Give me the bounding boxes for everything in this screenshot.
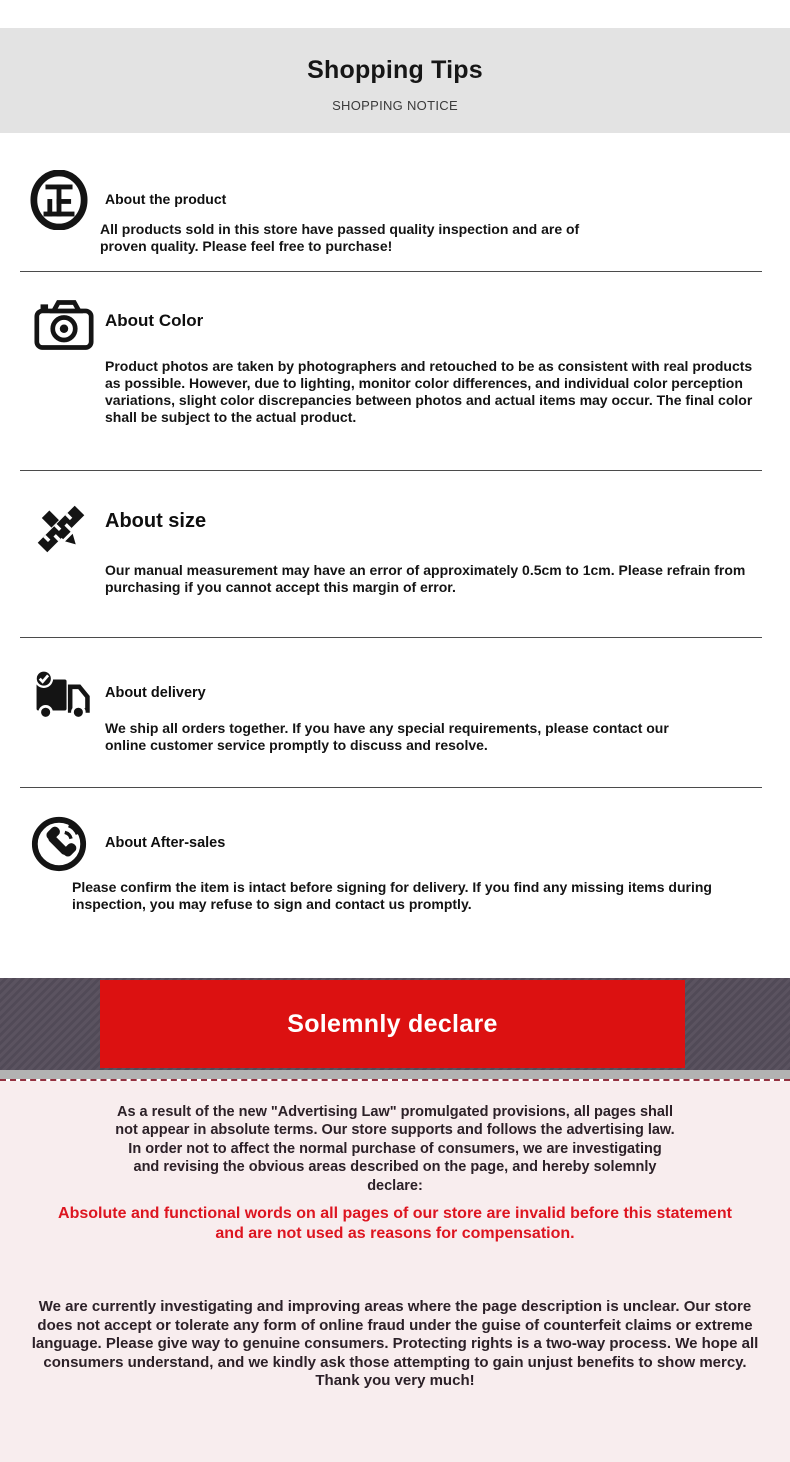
ruler-icon [30, 498, 92, 560]
section-body-aftersales: Please confirm the item is intact before signing for delivery. If you find any missing items during inspection, you may refuse to sign and contact us promptly. [72, 879, 712, 912]
phone-icon [30, 815, 88, 873]
section-body-size: Our manual measurement may have an error of approximately 0.5cm to 1cm. Please refrain from purchasing if you cannot accept this margin of error. [105, 562, 746, 595]
authentic-stamp-icon [30, 170, 88, 230]
divider [20, 470, 762, 471]
section-title-color: About Color [105, 311, 204, 330]
declaration-paragraph-1: As a result of the new "Advertising Law" promulgated provisions, all pages shall not appear in absolute terms. Our store supports and follows the advertising law. In order not to affect the normal purchase of consumers, we are investigating and revising the obvious areas described on the page, and hereby solemnly declare: [115, 1104, 675, 1194]
delivery-truck-icon [32, 668, 92, 722]
section-title-product: About the product [105, 191, 227, 207]
page-title: Shopping Tips [307, 56, 483, 84]
section-body-delivery: We ship all orders together. If you have any special requirements, please contact our online customer service promptly to discuss and resolve. [105, 720, 669, 753]
divider [20, 271, 762, 272]
declare-banner [100, 980, 685, 1068]
banner-bottom-strip [0, 1070, 790, 1079]
header [0, 28, 790, 133]
camera-icon [34, 298, 94, 352]
section-body-product: All products sold in this store have passed quality inspection and are of proven quality. Please feel free to purchase! [100, 221, 580, 254]
declaration-paragraph-2: We are currently investigating and improving areas where the page description is unclear. Our store does not accept or tolerate any form of online fraud under the guise of counterfeit claims or extreme language. Please give way to genuine consumers. Protecting rights is a two-way process. We hope all consumers understand, and we kindly ask those attempting to gain unjust benefits to show mercy. Thank you very much! [31, 1298, 759, 1390]
divider [20, 787, 762, 788]
section-title-aftersales: About After-sales [105, 835, 226, 851]
section-title-size: About size [105, 510, 207, 532]
page-subtitle: SHOPPING NOTICE [332, 98, 458, 113]
declare-banner-label: Solemnly declare [287, 1009, 498, 1038]
divider [20, 637, 762, 638]
section-title-delivery: About delivery [105, 685, 206, 701]
section-body-color: Product photos are taken by photographers and retouched to be as consistent with real products as possible. However, due to lighting, monitor color differences, and individual color perception variations, slight color discrepancies between photos and actual items may occur. The final color shall be subject to the actual product. [105, 358, 753, 425]
declaration-highlight: Absolute and functional words on all pages of our store are invalid before this statement and are not used as reasons for compensation. [58, 1205, 732, 1242]
